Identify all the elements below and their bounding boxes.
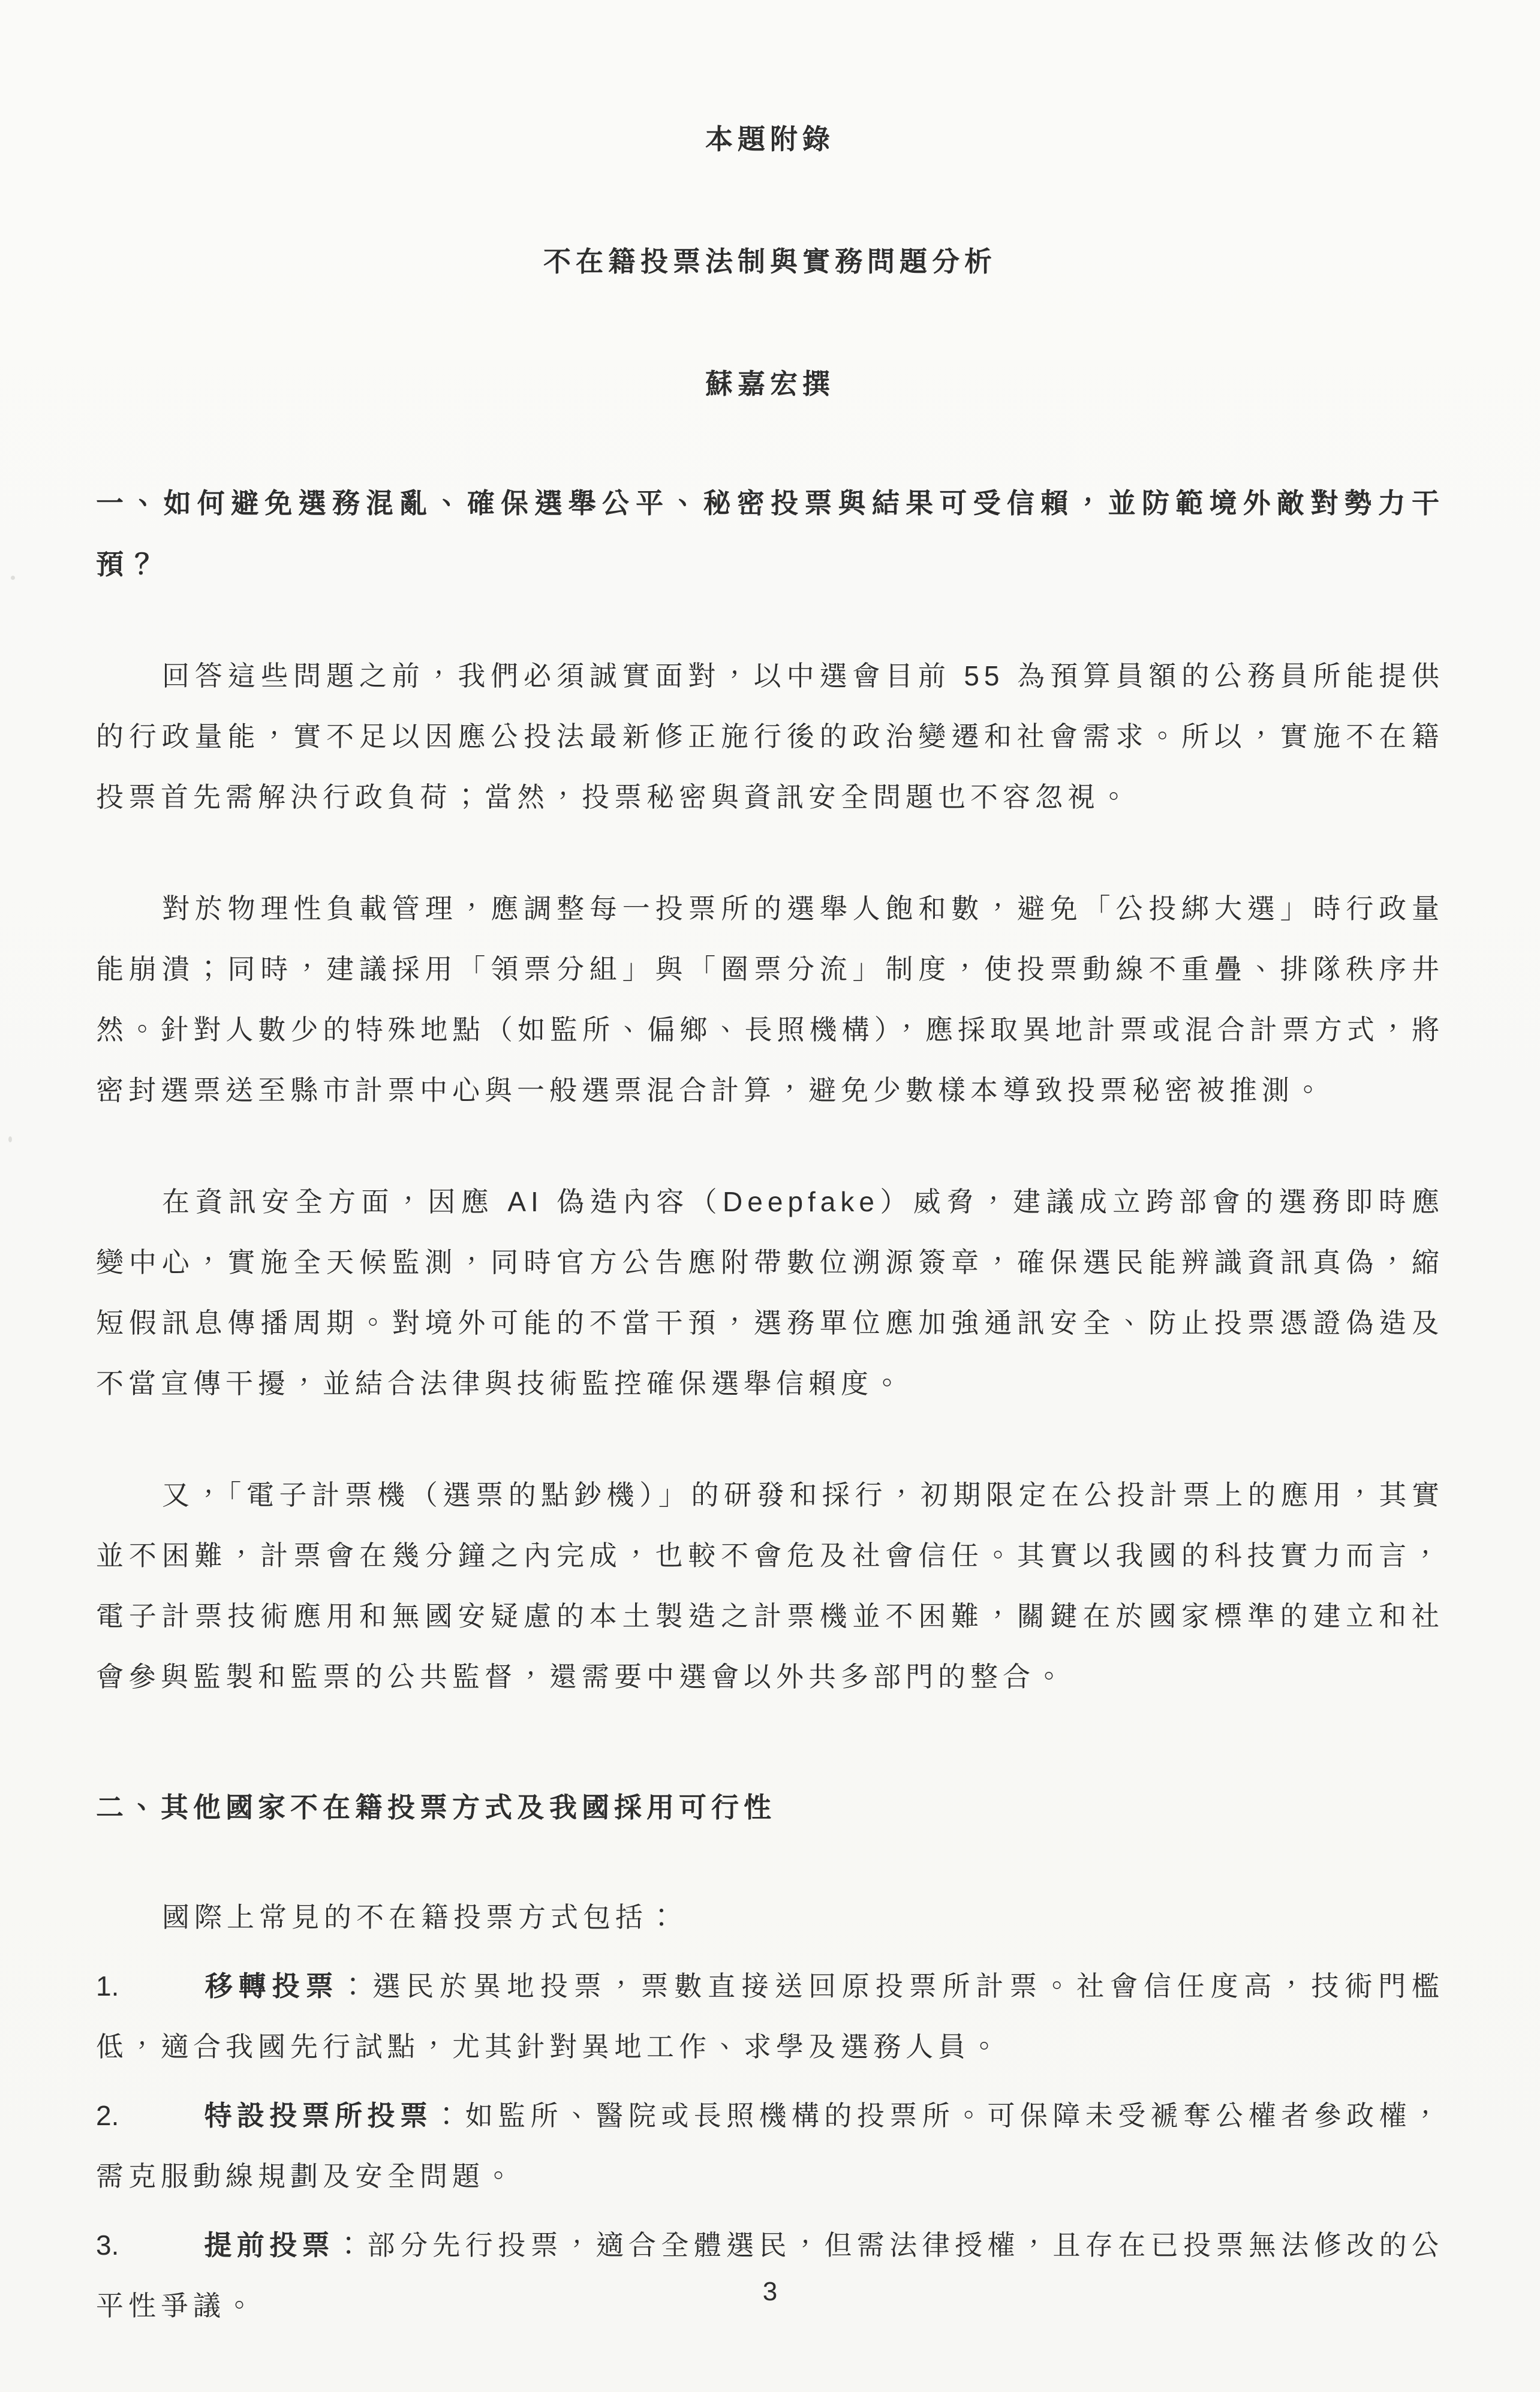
document-author: 蘇嘉宏撰	[705, 368, 835, 399]
list-item-special-polling-station	[96, 2086, 1444, 2207]
section-1-heading: 一、如何避免選務混亂、確保選舉公平、秘密投票與結果可受信賴，並防範境外敵對勢力干預？	[96, 488, 1444, 580]
list-item-2-term: 特設投票所投票	[204, 2100, 433, 2131]
section-1-paragraph-3: 在資訊安全方面，因應 AI 偽造內容（Deepfake）威脅，建議成立跨部會的選務即時應變中心，實施全天候監測，同時官方公告應附帶數位溯源簽章，確保選民能辨識資訊真偽，縮短假訊息傳播周期。對境外可能的不當干預，選務單位應加強通訊安全、防止投票憑證偽造及不當宣傳干擾，並結合法律與技術監控確保選舉信賴度。	[96, 1186, 1444, 1399]
list-item-3-text: ：部分先行投票，適合全體選民，但需法律授權，且存在已投票無法修改的公平性爭議。	[96, 2229, 1445, 2321]
section-1-paragraph-4: 又，「電子計票機（選票的點鈔機）」的研發和採行，初期限定在公投計票上的應用，其實並不困難，計票會在幾分鐘之內完成，也較不會危及社會信任。其實以我國的科技實力而言，電子計票技術應用和無國安疑慮的本土製造之計票機並不困難，關鍵在於國家標準的建立和社會參與監製和監票的公共監督，還需要中選會以外共多部門的整合。	[96, 1479, 1444, 1692]
list-item-transfer-voting	[96, 1956, 1444, 2077]
list-item-3-number: 3.	[96, 2229, 119, 2261]
list-item-3-term: 提前投票	[204, 2229, 335, 2261]
section-2-heading: 二、其他國家不在籍投票方式及我國採用可行性	[96, 1792, 776, 1823]
list-item-2-number: 2.	[96, 2100, 119, 2131]
list-item-1-text: ：選民於異地投票，票數直接送回原投票所計票。社會信任度高，技術門檻低，適合我國先行試點，尤其針對異地工作、求學及選務人員。	[96, 1970, 1445, 2062]
appendix-label: 本題附錄	[705, 124, 835, 155]
list-item-1-number: 1.	[96, 1970, 119, 2002]
section-1-paragraph-2: 對於物理性負載管理，應調整每一投票所的選舉人飽和數，避免「公投綁大選」時行政量能崩潰；同時，建議採用「領票分組」與「圈票分流」制度，使投票動線不重疊、排隊秩序井然。針對人數少的特殊地點（如監所、偏鄉、長照機構），應採取異地計票或混合計票方式，將密封選票送至縣市計票中心與一般選票混合計算，避免少數樣本導致投票秘密被推測。	[96, 893, 1444, 1106]
scan-artifact	[11, 576, 15, 580]
section-2-intro: 國際上常見的不在籍投票方式包括：	[162, 1901, 680, 1933]
section-1-paragraph-1: 回答這些問題之前，我們必須誠實面對，以中選會目前 55 為預算員額的公務員所能提供的行政量能，實不足以因應公投法最新修正施行後的政治變遷和社會需求。所以，實施不在籍投票首先需解決行政負荷；當然，投票秘密與資訊安全問題也不容忽視。	[96, 660, 1444, 813]
list-item-early-voting	[96, 2215, 1444, 2336]
scan-artifact	[8, 1136, 12, 1142]
list-item-2-text: ：如監所、醫院或長照機構的投票所。可保障未受褫奪公權者參政權，需克服動線規劃及安全問題。	[96, 2100, 1445, 2192]
page-number: 3	[762, 2277, 778, 2306]
list-item-1-term: 移轉投票	[204, 1970, 339, 2002]
document-title: 不在籍投票法制與實務問題分析	[543, 246, 997, 277]
